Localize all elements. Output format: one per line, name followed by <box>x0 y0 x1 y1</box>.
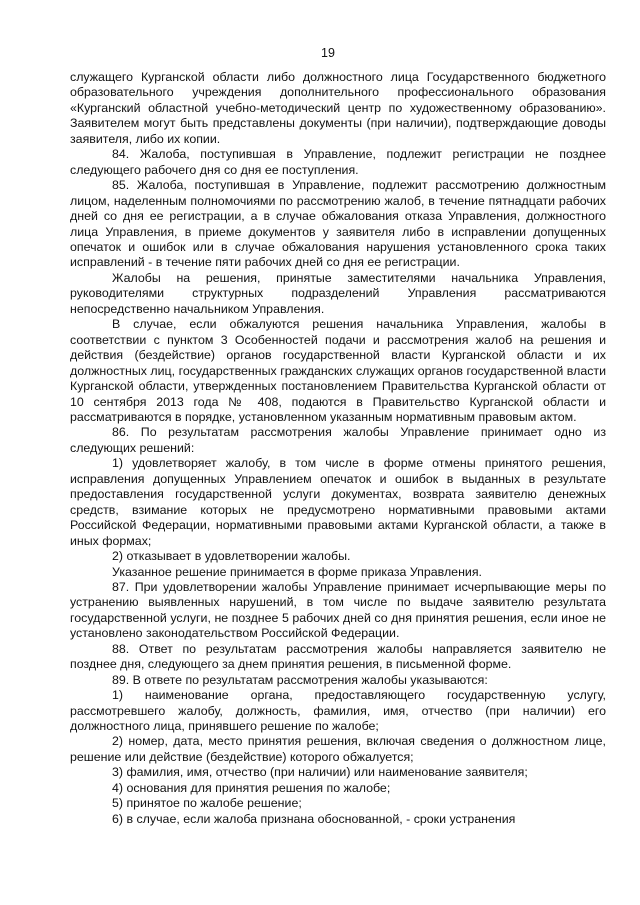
list-item: 2) номер, дата, место принятия решения, включая сведения о должностном лице, решение или действие (бездействие) которого обжалуется; <box>70 734 606 764</box>
list-item: 2) отказывает в удовлетворении жалобы. <box>112 549 351 564</box>
list-item: 4) основания для принятия решения по жалобе; <box>112 780 391 795</box>
paragraph-84: 84. Жалоба, поступившая в Управление, подлежит регистрации не позднее следующего рабочего дня со дня ее поступления. <box>70 147 606 177</box>
document-body <box>70 70 606 827</box>
list-item: 6) в случае, если жалоба признана обоснованной, - сроки устранения <box>112 811 516 826</box>
paragraph-89: 89. В ответе по результатам рассмотрения жалобы указываются: <box>112 672 488 687</box>
list-item: 1) удовлетворяет жалобу, в том числе в форме отмены принятого решения, исправления допущенных Управлением опечаток и ошибок в выданных в результате предоставления государственной услуги документах, возврата заявителю денежных средств, взимание которых не предусмотрено нормативными правовыми актами Российской Федерации, нормативными правовыми актами Курганской области, а также в иных формах; <box>70 456 606 548</box>
paragraph-86: 86. По результатам рассмотрения жалобы Управление принимает одно из следующих решений: <box>70 425 606 455</box>
paragraph-85: 85. Жалоба, поступившая в Управление, подлежит рассмотрению должностным лицом, наделенным полномочиями по рассмотрению жалоб, в течение пятнадцати рабочих дней со дня ее регистрации, а в случае обжалования отказа Управления, должностного лица Управления, в приеме документов у заявителя либо в исправлении допущенных опечаток и ошибок или в случае обжалования нарушения установленного срока таких исправлений - в течение пяти рабочих дней со дня ее регистрации. <box>70 178 606 270</box>
list-item: 5) принятое по жалобе решение; <box>112 796 302 811</box>
page-number: 19 <box>321 46 335 60</box>
paragraph: Жалобы на решения, принятые заместителями начальника Управления, руководителями структурных подразделений Управления рассматриваются непосредственно начальником Управления. <box>70 270 606 316</box>
paragraph: В случае, если обжалуются решения начальника Управления, жалобы в соответствии с пунктом 3 Особенностей подачи и рассмотрения жалоб на решения и действия (бездействие) органов государственной власти Курганской области и их должностных лиц, государственных гражданских служащих органов государственной власти Курганской области, утвержденных постановлением Правительства Курганской области от 10 сентября 2013 года № 408, подаются в Правительство Курганской области и рассматриваются в порядке, установленном указанным нормативным правовым актом. <box>70 317 606 424</box>
paragraph: служащего Курганской области либо должностного лица Государственного бюджетного образовательного учреждения дополнительного профессионального образования «Курганский областной учебно-методический центр по художественному образованию». Заявителем могут быть представлены документы (при наличии), подтверждающие доводы заявителя, либо их копии. <box>70 70 606 146</box>
paragraph-88: 88. Ответ по результатам рассмотрения жалобы направляется заявителю не позднее дня, следующего за днем принятия решения, в письменной форме. <box>70 641 606 672</box>
list-item: 1) наименование органа, предоставляющего государственную услугу, рассмотревшего жалобу, должность, фамилия, имя, отчество (при наличии) его должностного лица, принявшего решение по жалобе; <box>70 688 606 734</box>
paragraph-87: 87. При удовлетворении жалобы Управление принимает исчерпывающие меры по устранению выявленных нарушений, в том числе по выдаче заявителю результата государственной услуги, не позднее 5 рабочих дней со дня принятия решения, если иное не установлено законодательством Российской Федерации. <box>70 579 606 641</box>
paragraph: Указанное решение принимается в форме приказа Управления. <box>112 564 482 579</box>
list-item: 3) фамилия, имя, отчество (при наличии) или наименование заявителя; <box>112 765 528 780</box>
